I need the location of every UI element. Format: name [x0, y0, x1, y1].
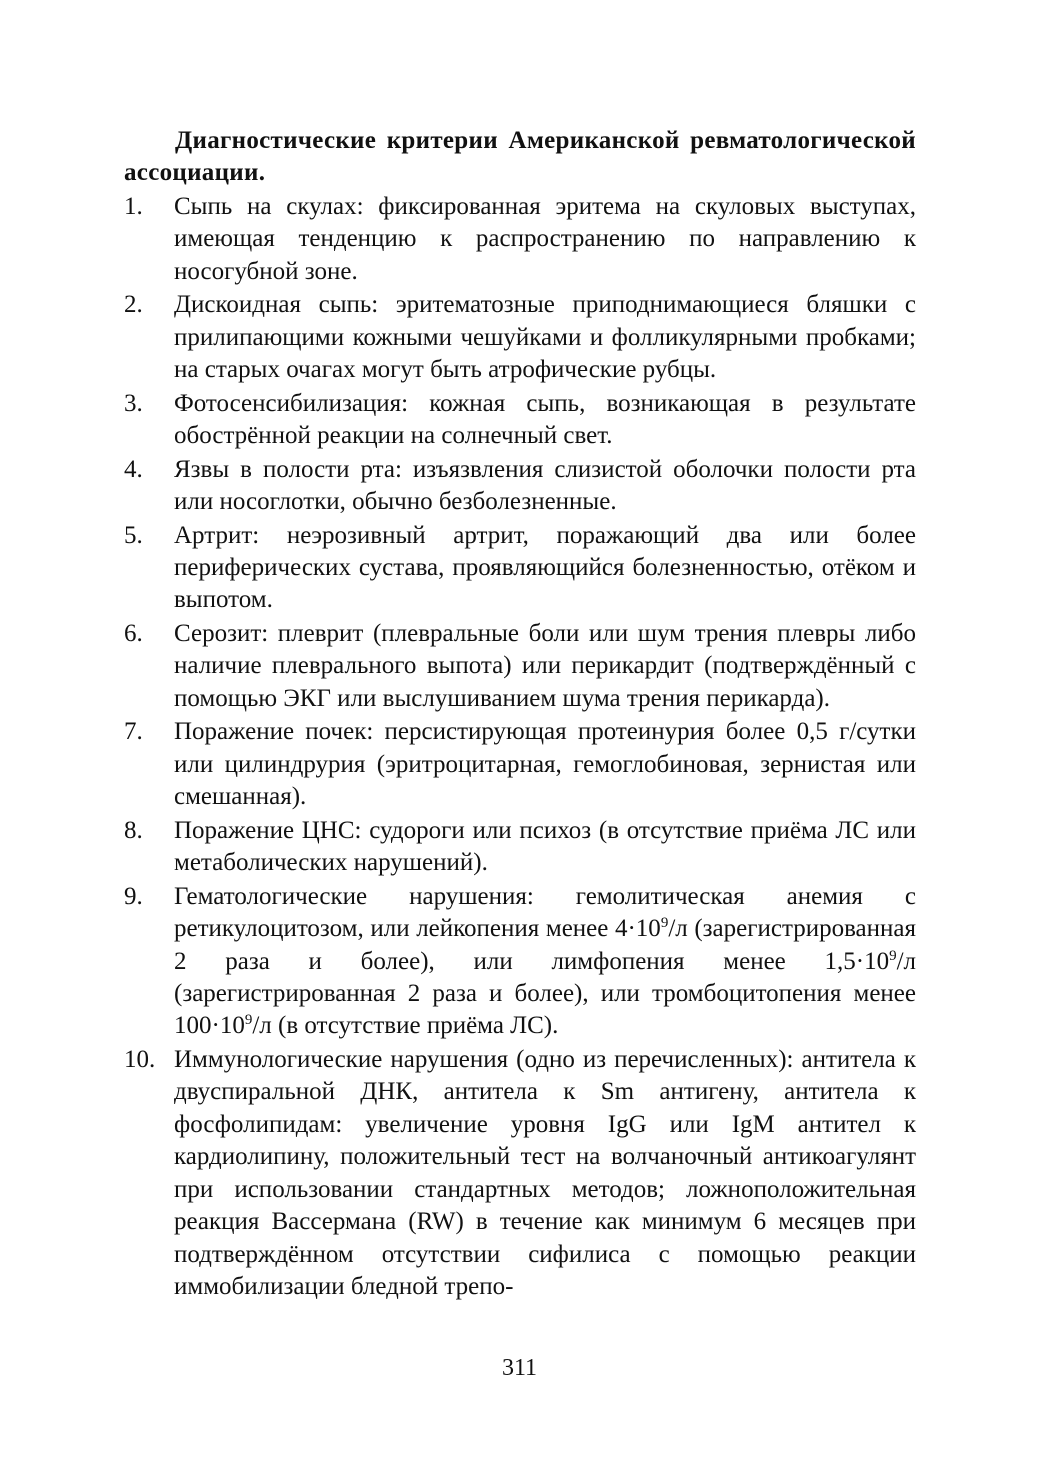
list-item [124, 520, 916, 617]
item-number: 6. [124, 620, 143, 648]
item-text: Сыпь на скулах: фиксированная эритема на скуловых выступах, имеющая тенденцию к распространению по направлению к носогубной зоне. [174, 192, 916, 285]
item-number: 7. [124, 718, 143, 746]
list-item [124, 815, 916, 880]
item-text: Дискоидная сыпь: эритематозные приподнимающиеся бляшки с прилипающими кожными чешуйками и фолликулярными пробками; на старых очагах могут быть атрофические рубцы. [174, 291, 916, 384]
item-text: Артрит: неэрозивный артрит, поражающий два или более периферических сустава, проявляющийся болезненностью, отёком и выпотом. [174, 521, 916, 614]
item-number: 2. [124, 291, 143, 319]
item-text-part: /л (в отсутствие приёма ЛС). [252, 1012, 559, 1040]
item-number: 9. [124, 882, 143, 910]
item-number: 4. [124, 455, 143, 483]
list-item [124, 618, 916, 715]
list-item [124, 454, 916, 519]
item-text-part: /л (зарегистрированная 2 раза и более), или тромбоцитопения менее 100·10 [174, 947, 916, 1040]
criteria-list [124, 191, 916, 1304]
list-item [124, 881, 916, 1043]
item-number: 10. [124, 1046, 156, 1074]
exponent: 9 [889, 947, 897, 964]
item-text: Язвы в полости рта: изъязвления слизистой оболочки полости рта или носоглотки, обычно безболезненные. [174, 455, 916, 516]
item-text-part: Гематологические нарушения: гемолитическая анемия с ретикулоцитозом, или лейкопения менее 4·10 [174, 882, 916, 943]
item-text: Поражение почек: персистирующая протеинурия более 0,5 г/сутки или цилиндрурия (эритроцитарная, гемоглобиновая, зернистая или смешанная). [174, 718, 916, 811]
list-item [124, 1044, 916, 1303]
item-text-part: /л (зарегистрированная 2 раза и более), или лимфопения менее 1,5·10 [174, 915, 917, 975]
page-body [124, 125, 916, 1305]
page-number: 311 [501, 1355, 538, 1381]
list-item [124, 289, 916, 386]
item-number: 5. [124, 521, 143, 549]
section-heading: Диагностические критерии Американской ревматологической ассоциации. [124, 127, 916, 187]
list-item [124, 191, 916, 288]
item-number: 8. [124, 816, 143, 844]
item-text: Иммунологические нарушения (одно из перечисленных): антитела к двуспиральной ДНК, антитела к Sm антигену, антитела к фосфолипидам: увеличение уровня IgG или IgM антител к кардиолипину, положительный тест на волчаночный антикоагулянт при использовании стандартных методов; ложноположительная реакция Вассермана (RW) в течение как минимум 6 месяцев при подтверждённом отсутствии сифилиса с помощью реакции иммобилизации бледной трепо- [174, 1046, 916, 1300]
item-number: 3. [124, 389, 143, 417]
exponent: 9 [660, 915, 669, 932]
item-text [174, 881, 916, 1043]
list-item [124, 388, 916, 453]
item-text: Поражение ЦНС: судороги или психоз (в отсутствие приёма ЛС или метаболических нарушений). [174, 816, 916, 877]
item-text: Серозит: плеврит (плевральные боли или шум трения плевры либо наличие плеврального выпота) или перикардит (подтверждённый с помощью ЭКГ или выслушиванием шума трения перикарда). [174, 620, 916, 712]
exponent: 9 [244, 1012, 253, 1029]
item-text: Фотосенсибилизация: кожная сыпь, возникающая в результате обострённой реакции на солнечный свет. [174, 389, 916, 450]
list-item [124, 716, 916, 813]
item-number: 1. [124, 192, 143, 220]
